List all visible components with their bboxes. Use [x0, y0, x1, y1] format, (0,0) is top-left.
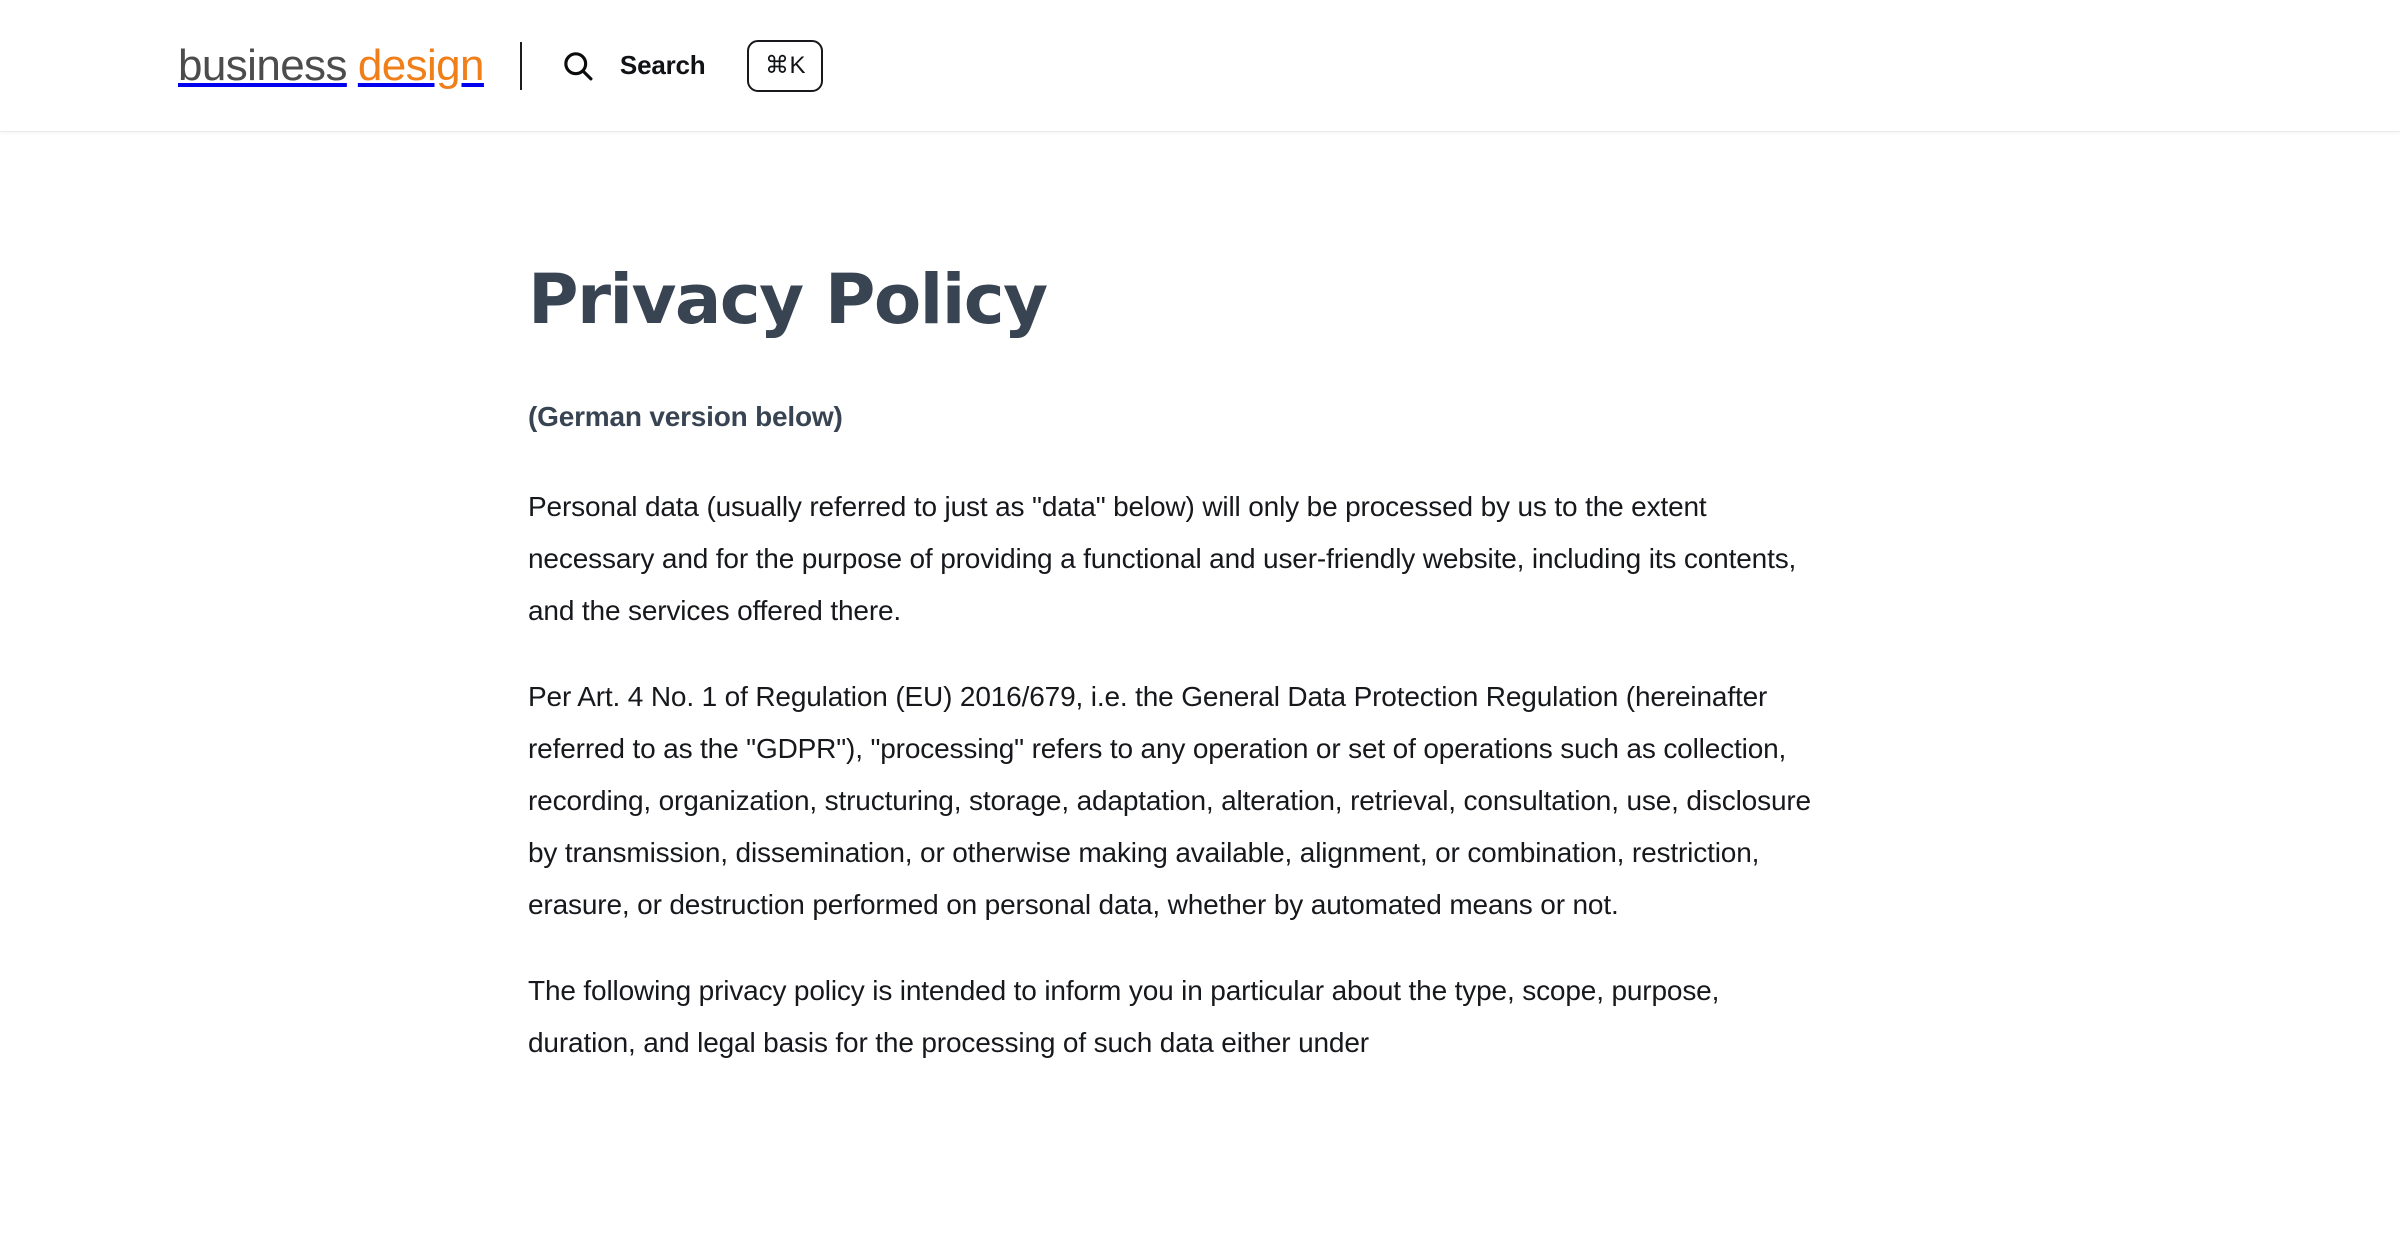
site-header [0, 0, 2400, 132]
site-logo[interactable] [178, 40, 484, 90]
german-version-note: (German version below) [528, 401, 843, 433]
search-icon [558, 46, 598, 86]
policy-paragraph-2: Per Art. 4 No. 1 of Regulation (EU) 2016/679, i.e. the General Data Protection Regulation (hereinafter referred to as the "GDPR"), "processing" refers to any operation or set of operations such as collection, recording, organization, structuring, storage, adaptation, alteration, retrieval, consultation, use, disclosure by transmission, dissemination, or otherwise making available, alignment, or combination, restriction, erasure, or destruction performed on personal data, whether by automated means or not. [528, 680, 1811, 921]
header-divider [520, 42, 522, 90]
page-main [0, 132, 2400, 1069]
policy-paragraph-3: The following privacy policy is intended to inform you in particular about the type, scope, purpose, duration, and legal basis for the processing of such data either under [528, 975, 1720, 1059]
search-shortcut-badge: ⌘K [747, 40, 823, 92]
search-label: Search [619, 50, 706, 80]
search-button[interactable] [558, 0, 824, 131]
logo-text-business: business [178, 40, 347, 90]
header-inner [0, 0, 823, 131]
policy-paragraph-1: Personal data (usually referred to just as "data" below) will only be processed by us to the extent necessary and for the purpose of providing a functional and user-friendly website, including its contents, and the services offered there. [528, 490, 1797, 626]
page-title: Privacy Policy [528, 260, 1047, 340]
logo-text-design: design [357, 40, 484, 90]
content-column [528, 262, 1828, 1069]
